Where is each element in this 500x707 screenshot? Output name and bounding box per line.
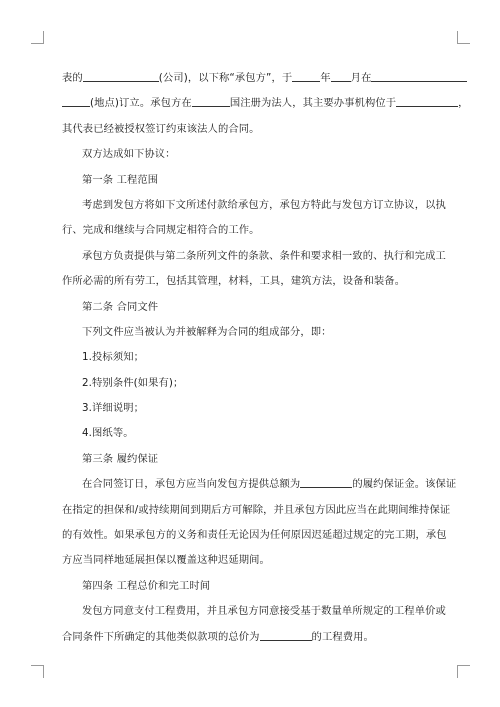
- text-run: 月在: [350, 72, 372, 84]
- blank-field: [396, 95, 458, 107]
- paragraph-line: 方应当同样地延展担保以覆盖这种迟延期间。: [62, 554, 270, 567]
- paragraph-line: 其代表已经被授权签订约束该法人的合同。: [62, 122, 260, 135]
- paragraph-line: [62, 66, 442, 91]
- blank-field: [371, 70, 467, 82]
- paragraph-line: 考虑到发包方将如下文所述付款给承包方，承包方特此与发包方订立协议，以执: [82, 198, 446, 211]
- crop-mark-bottom-right: [457, 665, 470, 678]
- list-item: 3.详细说明；: [82, 402, 145, 415]
- paragraph-line: 发包方同意支付工程费用，并且承包方同意接受基于数量单所规定的工程单价或: [82, 605, 446, 618]
- text-run: 国注册为法人，其主要办事机构位于: [229, 97, 397, 110]
- blank-field: [300, 476, 352, 488]
- article-3-title: 第三条 履约保证: [82, 452, 159, 465]
- text-run: 表的: [62, 72, 83, 84]
- paragraph-line: 下列文件应当被认为并被解释为合同的组成部分，即：: [82, 325, 332, 338]
- paragraph-line: 承包方负责提供与第二条所列文件的条款、条件和要求相一致的、执行和完成工: [82, 249, 446, 262]
- paragraph-line: 作所必需的所有劳工，包括其管理，材料，工具，建筑方法，设备和装备。: [62, 275, 406, 288]
- blank-field: [62, 95, 90, 107]
- text-run: ，: [458, 97, 469, 110]
- article-4-title: 第四条 工程总价和完工时间: [82, 579, 211, 592]
- crop-mark-top-right: [457, 31, 470, 44]
- list-item: 4.图纸等。: [82, 427, 134, 440]
- text-run: 的履约保证金。该保证: [352, 478, 457, 491]
- text-run: (公司)，以下称“承包方”，于: [158, 72, 293, 84]
- document-body: [62, 66, 469, 650]
- text-run: 合同条件下所确定的其他类似款项的总价为: [62, 630, 260, 643]
- list-item: 1.投标须知；: [82, 351, 145, 364]
- agreement-intro: 双方达成如下协议：: [82, 148, 176, 161]
- text-run: (地点)订立。承包方在: [90, 97, 192, 110]
- paragraph-line: [62, 91, 469, 116]
- paragraph-line: 在指定的担保和/或持续期间到期后方可解除，并且承包方因此应当在此期间维持保证: [62, 503, 451, 516]
- paragraph-line: 行、完成和继续与合同规定相符合的工作。: [62, 224, 260, 237]
- text-run: 年: [320, 72, 331, 84]
- text-run: 在合同签订日，承包方应当向发包方提供总额为: [82, 478, 301, 491]
- blank-field: [292, 70, 320, 82]
- crop-mark-bottom-left: [31, 665, 44, 678]
- paragraph-line: 的有效性。如果承包方的义务和责任无论因为任何原因迟延超过规定的完工期，承包: [62, 529, 447, 542]
- text-run: 的工程费用。: [311, 630, 374, 643]
- paragraph-line: [62, 472, 457, 497]
- blank-field: [83, 70, 159, 82]
- blank-field: [260, 629, 312, 641]
- article-1-title: 第一条 工程范围: [82, 173, 159, 186]
- paragraph-line: [62, 625, 442, 650]
- blank-field: [192, 95, 230, 107]
- blank-field: [331, 70, 351, 82]
- crop-mark-top-left: [31, 31, 44, 44]
- article-2-title: 第二条 合同文件: [82, 300, 159, 313]
- list-item: 2.特别条件(如果有)；: [82, 376, 184, 389]
